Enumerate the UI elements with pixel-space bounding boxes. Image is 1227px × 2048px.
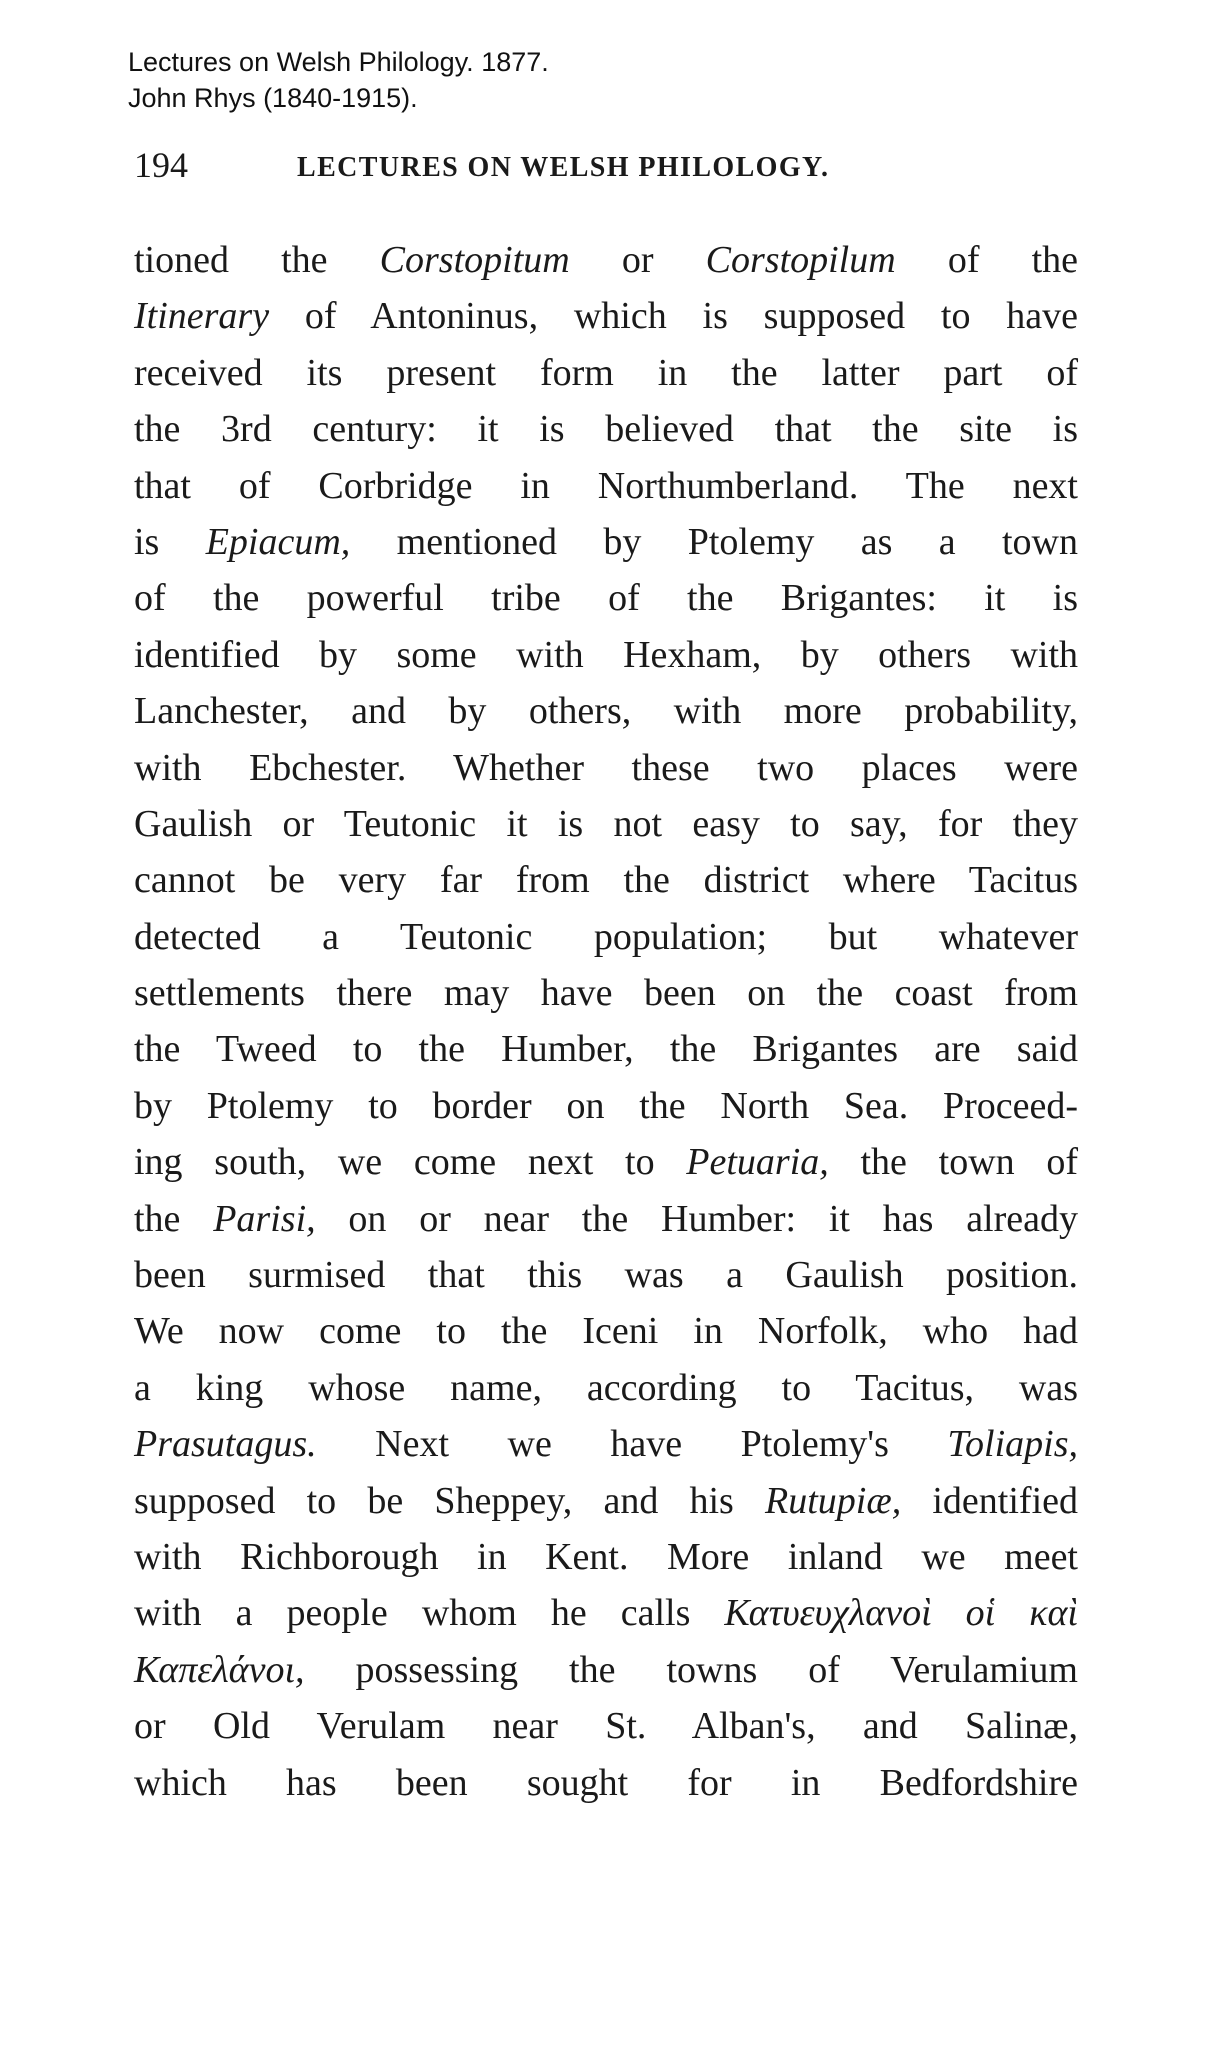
text-line	[134, 401, 1078, 457]
text-line	[134, 683, 1078, 739]
italic-term: Corstopitum	[379, 239, 570, 281]
italic-term: Κατυευχλανοὶ οἱ καὶ	[724, 1592, 1078, 1635]
text-line	[134, 1416, 1078, 1472]
text-run: the Tweed to the Humber, the Brigantes are said	[134, 1028, 1078, 1071]
text-line	[134, 852, 1078, 908]
text-run: Gaulish or Teutonic it is not easy to say, for they	[134, 802, 1078, 845]
text-line	[134, 740, 1078, 796]
text-run: mentioned by Ptolemy as a town	[350, 520, 1078, 563]
text-run: cannot be very far from the district where Tacitus	[134, 859, 1078, 902]
text-line	[134, 1473, 1078, 1529]
text-run: that of Corbridge in Northumberland. The next	[134, 464, 1078, 507]
text-run: identified by some with Hexham, by others with	[134, 633, 1078, 676]
text-run: or	[569, 239, 706, 281]
text-run: the	[134, 1197, 214, 1240]
italic-term: Epiacum,	[205, 520, 351, 563]
text-line	[134, 458, 1078, 514]
italic-term: Rutupiæ,	[765, 1479, 902, 1522]
text-line	[134, 514, 1078, 570]
text-run: detected a Teutonic population; but whatever	[134, 915, 1078, 958]
text-run: ing south, we come next to	[134, 1141, 687, 1184]
text-run: the 3rd century: it is believed that the site is	[134, 408, 1078, 451]
text-run: with Richborough in Kent. More inland we meet	[134, 1535, 1078, 1578]
text-run: been surmised that this was a Gaulish position.	[134, 1254, 1078, 1297]
italic-term: Itinerary	[134, 295, 270, 338]
text-line	[134, 1247, 1078, 1303]
text-run: We now come to the Iceni in Norfolk, who had	[134, 1310, 1078, 1353]
text-run: is	[134, 520, 206, 563]
text-run: by Ptolemy to border on the North Sea. Proceed-	[134, 1084, 1078, 1127]
text-line	[134, 1360, 1078, 1416]
italic-term: Parisi,	[213, 1197, 316, 1240]
text-line	[134, 1642, 1078, 1698]
text-run: tioned the	[134, 239, 380, 281]
source-author: John Rhys (1840-1915).	[128, 83, 418, 113]
text-line	[134, 1021, 1078, 1077]
text-line	[134, 627, 1078, 683]
text-line	[134, 909, 1078, 965]
text-run: a king whose name, according to Tacitus, was	[134, 1366, 1078, 1409]
italic-term: Prasutagus.	[134, 1423, 317, 1466]
italic-term: Toliapis,	[947, 1423, 1078, 1466]
text-line	[134, 288, 1078, 344]
text-line	[134, 1191, 1078, 1247]
text-line	[134, 1529, 1078, 1585]
text-run: possessing the towns of Verulamium	[304, 1648, 1078, 1691]
text-run: supposed to be Sheppey, and his	[134, 1479, 766, 1522]
text-run: identified	[901, 1479, 1078, 1522]
text-run: the town of	[828, 1141, 1079, 1184]
text-line	[134, 796, 1078, 852]
body-text	[134, 232, 1078, 1811]
text-run: of the powerful tribe of the Brigantes: it is	[134, 577, 1078, 620]
source-note	[128, 44, 549, 116]
text-run: on or near the Humber: it has already	[315, 1197, 1078, 1240]
text-line	[134, 345, 1078, 401]
page-number: 194	[134, 145, 188, 185]
text-run: Next we have Ptolemy's	[316, 1423, 948, 1466]
text-run: or Old Verulam near St. Alban's, and Salinæ,	[134, 1705, 1078, 1748]
text-line	[134, 570, 1078, 626]
text-run: Lanchester, and by others, with more probability,	[134, 690, 1078, 733]
text-run: with a people whom he calls	[134, 1592, 725, 1635]
text-line	[134, 965, 1078, 1021]
text-run: settlements there may have been on the coast from	[134, 972, 1078, 1015]
text-line	[134, 1755, 1078, 1811]
running-title: LECTURES ON WELSH PHILOLOGY.	[297, 152, 830, 183]
text-run: of Antoninus, which is supposed to have	[269, 295, 1078, 338]
italic-term: Corstopilum	[705, 239, 896, 281]
text-line	[134, 1698, 1078, 1754]
text-run: which has been sought for in Bedfordshire	[134, 1761, 1078, 1804]
text-line	[134, 232, 1078, 288]
text-line	[134, 1303, 1078, 1359]
running-head	[134, 145, 1094, 189]
text-run: of the	[895, 239, 1079, 281]
source-title: Lectures on Welsh Philology. 1877.	[128, 47, 549, 77]
text-run: received its present form in the latter part of	[134, 351, 1078, 394]
text-line	[134, 1585, 1078, 1641]
text-run: with Ebchester. Whether these two places were	[134, 746, 1078, 789]
text-line	[134, 1134, 1078, 1190]
italic-term: Καπελάνοι,	[134, 1648, 305, 1691]
text-line	[134, 1078, 1078, 1134]
italic-term: Petuaria,	[686, 1141, 829, 1184]
